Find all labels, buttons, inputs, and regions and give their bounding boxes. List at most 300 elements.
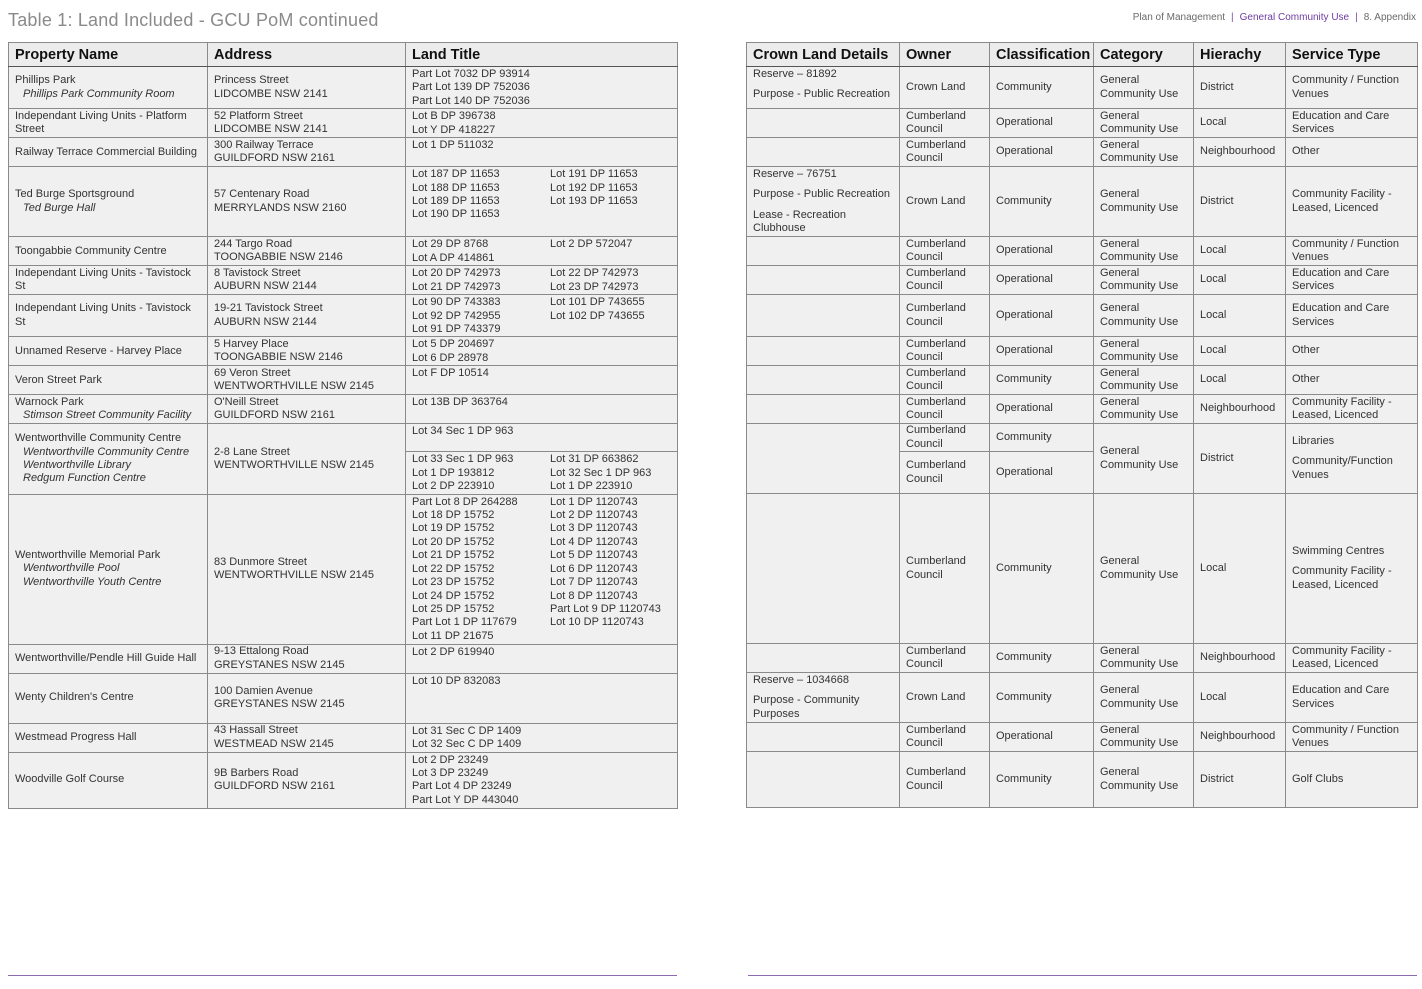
service-type-cell [1286, 366, 1418, 395]
land-title-line: Lot 3 DP 23249 [412, 767, 489, 780]
address-line: 5 Harvey Place [214, 338, 289, 351]
owner-cell: Cumberland Council [900, 723, 990, 752]
property-name: Westmead Progress Hall [15, 730, 137, 743]
service-type-line: Education and Care Services [1292, 684, 1390, 710]
crown-land-details-cell [747, 266, 900, 295]
classification-cell: Community [990, 67, 1094, 109]
crown-land-details-cell [747, 752, 900, 808]
land-title-line: Lot 6 DP 28978 [412, 351, 489, 364]
service-type-line: Golf Clubs [1292, 772, 1344, 785]
land-title-line: Part Lot 1 DP 117679 [412, 616, 517, 629]
address-line: WENTWORTHVILLE NSW 2145 [214, 569, 374, 582]
owner-cell: Cumberland Council [900, 366, 990, 395]
owner-cell: Cumberland Council [900, 752, 990, 808]
address-cell [208, 266, 406, 295]
land-title-col-2 [550, 267, 671, 294]
land-title-cell [406, 723, 678, 752]
category-cell: General Community Use [1094, 337, 1194, 366]
col-header-hierarchy: Hierachy [1194, 43, 1286, 67]
land-title-line: Lot 192 DP 11653 [550, 181, 638, 194]
address-line: LIDCOMBE NSW 2141 [214, 123, 328, 136]
table-row [747, 723, 1418, 752]
land-title-cell [406, 494, 678, 644]
property-name-cell [9, 723, 208, 752]
owner-cell: Cumberland Council [900, 644, 990, 673]
property-name: Independant Living Units - Platform Street [15, 109, 187, 136]
land-title-cell [406, 167, 678, 237]
crown-detail-line: Reserve – 81892 [753, 68, 837, 80]
property-name-cell [9, 644, 208, 673]
land-title-line: Lot 31 DP 663862 [550, 453, 639, 466]
land-title-line: Lot 102 DP 743655 [550, 309, 645, 322]
owner-cell: Crown Land [900, 167, 990, 237]
property-name-cell [9, 295, 208, 337]
land-title-line: Lot 24 DP 15752 [412, 589, 495, 602]
service-type-line: Community Facility - Leased, Licenced [1292, 188, 1392, 214]
table-row [747, 366, 1418, 395]
land-title-col-1 [412, 453, 550, 493]
land-title-cell [406, 366, 678, 395]
land-title-line: Part Lot 139 DP 752036 [412, 81, 530, 94]
table-row [9, 67, 678, 109]
service-type-line: Community Facility - Leased, Licenced [1292, 644, 1392, 670]
service-type-cell [1286, 723, 1418, 752]
category-cell: General Community Use [1094, 266, 1194, 295]
footer-rule-right [748, 975, 1417, 976]
property-name: Warnock Park [15, 396, 84, 409]
crown-detail-line: Purpose - Public Recreation [753, 88, 890, 101]
land-title-line: Lot 23 DP 742973 [550, 280, 639, 293]
hierarchy-cell: Local [1194, 295, 1286, 337]
land-title-line: Lot 193 DP 11653 [550, 195, 638, 208]
address-line: TOONGABBIE NSW 2146 [214, 351, 343, 364]
property-name: Woodville Golf Course [15, 773, 125, 786]
land-title-line: Lot 5 DP 204697 [412, 338, 495, 351]
land-title-line: Lot A DP 414861 [412, 251, 495, 264]
land-title-cell [406, 752, 678, 808]
property-name-cell [9, 494, 208, 644]
land-title-line: Part Lot Y DP 443040 [412, 793, 519, 806]
address-cell [208, 295, 406, 337]
service-type-line: Other [1292, 344, 1320, 357]
land-title-line: Lot 22 DP 15752 [412, 562, 495, 575]
classification-cell: Operational [990, 452, 1094, 494]
land-title-line: Lot 5 DP 1120743 [550, 549, 638, 562]
property-sub-item: Phillips Park Community Room [23, 87, 175, 100]
land-title-columns [412, 453, 671, 493]
land-title-line: Lot 11 DP 21675 [412, 629, 494, 642]
land-title-line: Lot 8 DP 1120743 [550, 589, 638, 602]
classification-cell: Operational [990, 295, 1094, 337]
land-title-line: Lot 7 DP 1120743 [550, 576, 638, 589]
col-header-land-title: Land Title [406, 43, 678, 67]
land-title-cell [406, 237, 678, 266]
address-line: WESTMEAD NSW 2145 [214, 737, 334, 750]
col-header-property-name: Property Name [9, 43, 208, 67]
property-name: Wentworthville/Pendle Hill Guide Hall [15, 651, 197, 664]
land-title-line: Lot 1 DP 223910 [550, 480, 633, 493]
property-name: Wenty Children's Centre [15, 691, 134, 704]
table-row [747, 67, 1418, 109]
classification-cell: Operational [990, 337, 1094, 366]
land-title-line: Lot 191 DP 11653 [550, 168, 638, 181]
hierarchy-cell: Local [1194, 673, 1286, 723]
address-line: LIDCOMBE NSW 2141 [214, 87, 328, 100]
col-header-service-type: Service Type [1286, 43, 1418, 67]
property-name-cell [9, 67, 208, 109]
table-row [9, 109, 678, 138]
address-cell [208, 366, 406, 395]
address-line: 69 Veron Street [214, 367, 291, 380]
category-cell: General Community Use [1094, 237, 1194, 266]
land-title-line: Lot 20 DP 15752 [412, 535, 495, 548]
land-title-line: Lot 2 DP 619940 [412, 645, 495, 658]
table-row [9, 237, 678, 266]
land-title-line: Lot Y DP 418227 [412, 123, 496, 136]
service-type-cell [1286, 237, 1418, 266]
address-line: GUILDFORD NSW 2161 [214, 152, 336, 165]
land-title-line: Lot 32 Sec C DP 1409 [412, 738, 522, 751]
address-line: 2-8 Lane Street [214, 445, 290, 458]
footer-rule-left [8, 975, 677, 976]
land-title-col-1 [412, 238, 550, 265]
table-row [747, 494, 1418, 644]
address-line: TOONGABBIE NSW 2146 [214, 251, 343, 264]
hierarchy-cell: Local [1194, 109, 1286, 138]
address-cell [208, 723, 406, 752]
address-cell [208, 167, 406, 237]
classification-cell: Community [990, 644, 1094, 673]
property-name-cell [9, 167, 208, 237]
page-title: Table 1: Land Included - GCU PoM continued [8, 10, 379, 30]
land-title-line: Lot 6 DP 1120743 [550, 562, 638, 575]
table-row [9, 424, 678, 452]
address-cell [208, 644, 406, 673]
classification-cell: Community [990, 752, 1094, 808]
land-title-columns [412, 267, 671, 294]
land-title-line: Lot 23 DP 15752 [412, 576, 495, 589]
land-title-col-1 [412, 168, 550, 222]
owner-cell: Crown Land [900, 673, 990, 723]
table-row [747, 109, 1418, 138]
land-title-cell [406, 266, 678, 295]
land-title-line: Lot 3 DP 1120743 [550, 522, 638, 535]
address-line: 9-13 Ettalong Road [214, 645, 309, 658]
table-row [747, 237, 1418, 266]
crown-land-details-cell [747, 295, 900, 337]
land-title-cell [406, 337, 678, 366]
category-cell: General Community Use [1094, 67, 1194, 109]
classification-cell: Community [990, 366, 1094, 395]
land-title-columns [412, 238, 671, 265]
land-title-line: Lot 31 Sec C DP 1409 [412, 724, 522, 737]
table-row [747, 266, 1418, 295]
service-type-cell [1286, 494, 1418, 644]
land-title-line: Lot 2 DP 572047 [550, 238, 633, 251]
owner-cell: Cumberland Council [900, 395, 990, 424]
table-row [9, 337, 678, 366]
hierarchy-cell: Neighbourhood [1194, 723, 1286, 752]
service-type-line: Libraries [1292, 434, 1335, 447]
hierarchy-cell: Local [1194, 337, 1286, 366]
service-type-line: Community Facility - Leased, Licenced [1292, 565, 1392, 591]
classification-cell: Community [990, 673, 1094, 723]
land-title-line: Lot 10 DP 1120743 [550, 616, 644, 629]
land-title-line: Part Lot 140 DP 752036 [412, 94, 530, 107]
table-row [747, 167, 1418, 237]
land-title-col-1 [412, 267, 550, 294]
table-row [747, 337, 1418, 366]
land-title-line: Part Lot 8 DP 264288 [412, 495, 518, 508]
service-type-cell [1286, 395, 1418, 424]
classification-cell: Community [990, 167, 1094, 237]
category-cell: General Community Use [1094, 494, 1194, 644]
property-name: Toongabbie Community Centre [15, 244, 167, 257]
hierarchy-cell: District [1194, 167, 1286, 237]
table-row [747, 138, 1418, 167]
category-cell: General Community Use [1094, 395, 1194, 424]
property-sub-item: Redgum Function Centre [23, 472, 146, 485]
property-name-cell [9, 366, 208, 395]
land-title-col-2 [550, 453, 671, 493]
address-line: AUBURN NSW 2144 [214, 280, 317, 293]
service-type-line: Community / Function Venues [1292, 74, 1399, 100]
address-line: 8 Tavistock Street [214, 266, 301, 279]
property-sub-item: Stimson Street Community Facility [23, 409, 192, 422]
owner-cell: Cumberland Council [900, 494, 990, 644]
service-type-cell [1286, 673, 1418, 723]
land-title-col-2 [550, 496, 671, 643]
table-row [9, 752, 678, 808]
crown-detail-line: Lease - Recreation Clubhouse [753, 208, 846, 235]
address-line: 244 Targo Road [214, 237, 293, 250]
crown-land-details-cell [747, 237, 900, 266]
service-type-cell [1286, 167, 1418, 237]
property-name-cell [9, 424, 208, 494]
table-row [747, 424, 1418, 452]
land-title-line: Lot 29 DP 8768 [412, 238, 489, 251]
crown-land-details-cell [747, 138, 900, 167]
owner-cell: Cumberland Council [900, 237, 990, 266]
classification-cell: Community [990, 494, 1094, 644]
land-table-left [8, 42, 678, 809]
property-name-cell [9, 237, 208, 266]
category-cell: General Community Use [1094, 644, 1194, 673]
land-title-line: Lot 18 DP 15752 [412, 509, 495, 522]
address-line: 100 Damien Avenue [214, 684, 313, 697]
land-title-line: Lot 2 DP 23249 [412, 753, 489, 766]
crown-detail-line: Purpose - Public Recreation [753, 188, 890, 201]
land-title-col-1 [412, 496, 550, 643]
property-name: Veron Street Park [15, 373, 102, 386]
land-title-cell [406, 67, 678, 109]
land-title-line: Lot B DP 396738 [412, 110, 496, 123]
crown-land-details-cell [747, 673, 900, 723]
address-line: GUILDFORD NSW 2161 [214, 780, 336, 793]
property-name-cell [9, 109, 208, 138]
crown-land-details-cell [747, 424, 900, 494]
hierarchy-cell: District [1194, 752, 1286, 808]
owner-cell: Cumberland Council [900, 452, 990, 494]
classification-cell: Community [990, 424, 1094, 452]
property-sub-item: Wentworthville Community Centre [23, 445, 190, 458]
owner-cell: Cumberland Council [900, 295, 990, 337]
col-header-crown-land-details: Crown Land Details [747, 43, 900, 67]
crown-land-details-cell [747, 395, 900, 424]
property-name-cell [9, 395, 208, 424]
service-type-cell [1286, 644, 1418, 673]
address-cell [208, 138, 406, 167]
address-line: 300 Railway Terrace [214, 138, 314, 151]
hierarchy-cell: Local [1194, 494, 1286, 644]
land-title-line: Lot 91 DP 743379 [412, 323, 501, 336]
land-title-line: Part Lot 4 DP 23249 [412, 780, 512, 793]
land-title-cell [406, 424, 678, 452]
crown-land-details-cell [747, 67, 900, 109]
hierarchy-cell: Local [1194, 237, 1286, 266]
land-title-line: Lot 22 DP 742973 [550, 267, 639, 280]
property-name: Ted Burge Sportsground [15, 188, 135, 201]
property-sub-item: Wentworthville Youth Centre [23, 575, 162, 588]
address-line: 57 Centenary Road [214, 188, 310, 201]
land-title-col-1 [412, 296, 550, 336]
property-sub-item: Wentworthville Library [23, 459, 132, 472]
col-header-owner: Owner [900, 43, 990, 67]
classification-cell: Operational [990, 138, 1094, 167]
service-type-cell [1286, 138, 1418, 167]
classification-cell: Operational [990, 723, 1094, 752]
land-title-col-2 [550, 168, 671, 222]
land-title-line: Lot 187 DP 11653 [412, 168, 500, 181]
service-type-line: Other [1292, 145, 1320, 158]
address-line: O'Neill Street [214, 396, 279, 409]
property-name: Independant Living Units - Tavistock St [15, 302, 191, 328]
address-line: 52 Platform Street [214, 109, 303, 122]
land-title-col-2 [550, 296, 671, 336]
address-cell [208, 237, 406, 266]
address-cell [208, 494, 406, 644]
address-line: WENTWORTHVILLE NSW 2145 [214, 380, 374, 393]
table-row [747, 295, 1418, 337]
table-row [9, 494, 678, 644]
land-title-columns [412, 296, 671, 336]
land-title-cell [406, 138, 678, 167]
land-title-line: Lot 189 DP 11653 [412, 195, 500, 208]
table-row [747, 673, 1418, 723]
crown-detail-line: Reserve – 1034668 [753, 674, 850, 686]
service-type-line: Community / Function Venues [1292, 723, 1399, 749]
crown-land-details-cell [747, 366, 900, 395]
land-title-columns [412, 496, 671, 643]
service-type-cell [1286, 266, 1418, 295]
land-title-line: Lot 33 Sec 1 DP 963 [412, 453, 514, 466]
category-cell: General Community Use [1094, 673, 1194, 723]
land-title-line: Lot 101 DP 743655 [550, 296, 645, 309]
property-name-cell [9, 138, 208, 167]
address-cell [208, 673, 406, 723]
table-row [747, 644, 1418, 673]
service-type-line: Education and Care Services [1292, 266, 1390, 292]
owner-cell: Cumberland Council [900, 109, 990, 138]
service-type-cell [1286, 752, 1418, 808]
table-row [9, 395, 678, 424]
land-title-line: Lot 188 DP 11653 [412, 181, 500, 194]
service-type-line: Education and Care Services [1292, 302, 1390, 328]
land-title-line: Part Lot 7032 DP 93914 [412, 68, 530, 80]
hierarchy-cell: Neighbourhood [1194, 395, 1286, 424]
land-title-line: Lot 90 DP 743383 [412, 296, 501, 309]
crown-land-details-cell [747, 167, 900, 237]
service-type-line: Community / Function Venues [1292, 237, 1399, 263]
property-name: Independant Living Units - Tavistock St [15, 266, 191, 293]
address-cell [208, 424, 406, 494]
crown-land-details-cell [747, 723, 900, 752]
crown-detail-line: Reserve – 76751 [753, 168, 837, 180]
running-header: Plan of Management | General Community Use | 8. Appendix [1132, 12, 1416, 23]
category-cell: General Community Use [1094, 167, 1194, 237]
hierarchy-cell: District [1194, 424, 1286, 494]
land-title-cell [406, 644, 678, 673]
service-type-cell [1286, 67, 1418, 109]
table-row [9, 295, 678, 337]
land-title-line: Lot 1 DP 511032 [412, 139, 494, 152]
land-title-cell [406, 295, 678, 337]
land-title-line: Lot 13B DP 363764 [412, 396, 508, 409]
table-row [9, 723, 678, 752]
table-row [9, 366, 678, 395]
address-line: 83 Dunmore Street [214, 555, 307, 568]
col-header-category: Category [1094, 43, 1194, 67]
land-title-columns [412, 168, 671, 222]
category-cell: General Community Use [1094, 752, 1194, 808]
hierarchy-cell: Neighbourhood [1194, 138, 1286, 167]
crown-land-details-cell [747, 337, 900, 366]
owner-cell: Cumberland Council [900, 266, 990, 295]
property-name-cell [9, 752, 208, 808]
land-title-cell [406, 673, 678, 723]
land-title-line: Lot 1 DP 1120743 [550, 495, 638, 508]
hierarchy-cell: District [1194, 67, 1286, 109]
land-title-cell [406, 109, 678, 138]
address-cell [208, 395, 406, 424]
land-title-line: Lot 10 DP 832083 [412, 674, 501, 687]
classification-cell: Operational [990, 237, 1094, 266]
address-cell [208, 337, 406, 366]
property-name: Wentworthville Memorial Park [15, 549, 161, 562]
hierarchy-cell: Local [1194, 266, 1286, 295]
address-line: GREYSTANES NSW 2145 [214, 658, 345, 671]
address-cell [208, 109, 406, 138]
service-type-line: Community/Function Venues [1292, 455, 1393, 481]
land-title-line: Lot 32 Sec 1 DP 963 [550, 466, 652, 479]
service-type-line: Swimming Centres [1292, 544, 1385, 557]
land-title-line: Lot 20 DP 742973 [412, 267, 501, 280]
land-title-line: Lot 21 DP 742973 [412, 280, 501, 293]
land-title-line: Lot F DP 10514 [412, 367, 489, 380]
table-row [747, 752, 1418, 808]
property-sub-item: Ted Burge Hall [23, 201, 96, 214]
property-name: Railway Terrace Commercial Building [15, 145, 197, 158]
service-type-cell [1286, 295, 1418, 337]
land-title-line: Lot 25 DP 15752 [412, 602, 495, 615]
crown-land-details-cell [747, 644, 900, 673]
property-name-cell [9, 673, 208, 723]
service-type-cell [1286, 337, 1418, 366]
header-chapter: 8. Appendix [1363, 12, 1416, 23]
owner-cell: Crown Land [900, 67, 990, 109]
header-section: General Community Use [1239, 12, 1350, 23]
table-row [9, 266, 678, 295]
